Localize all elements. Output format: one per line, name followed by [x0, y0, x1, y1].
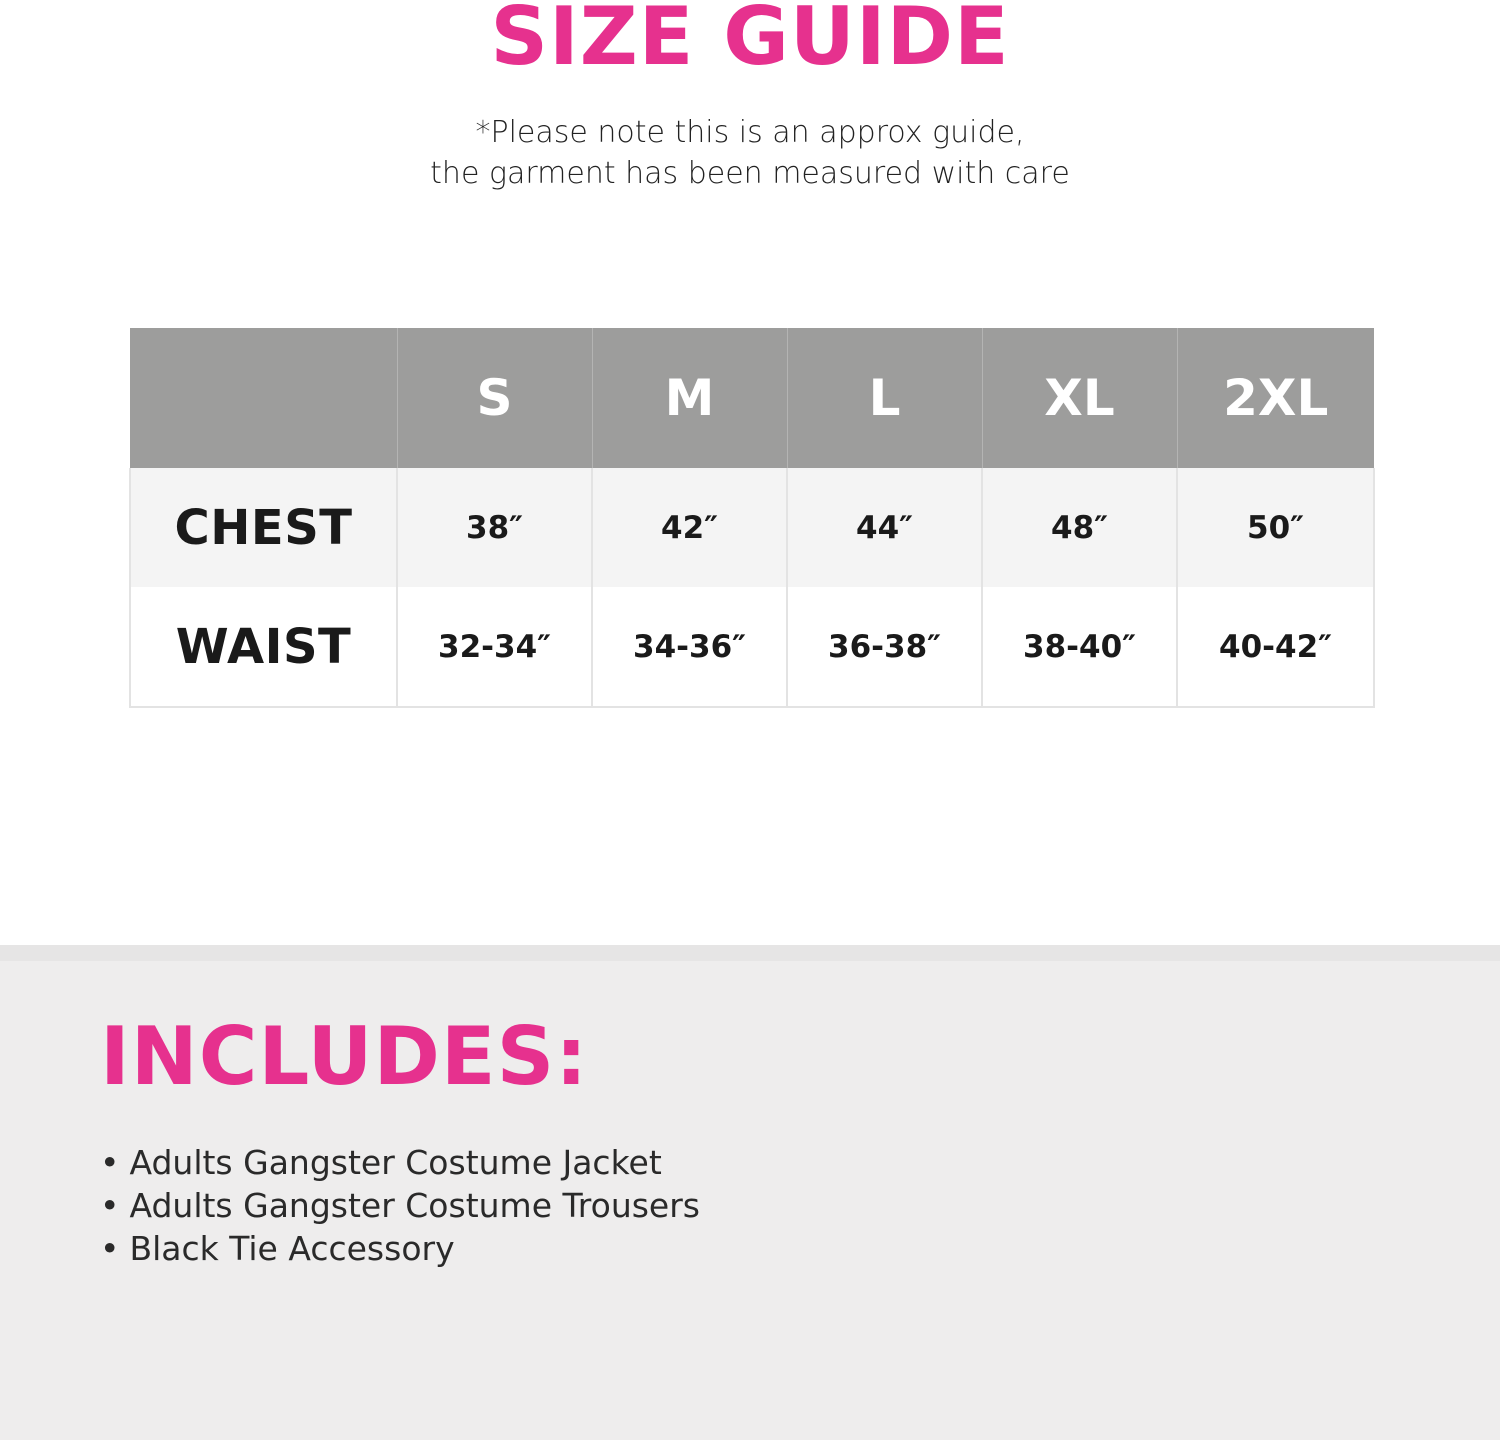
size-table-body — [130, 468, 1374, 707]
waist-value-m: 34-36″ — [592, 587, 787, 707]
list-item: • Adults Gangster Costume Jacket — [100, 1141, 700, 1184]
header-size-2xl: 2XL — [1177, 328, 1374, 468]
chest-value-m: 42″ — [592, 468, 787, 587]
note-line: *Please note this is an approx guide, — [475, 115, 1025, 150]
header-size-s: S — [397, 328, 592, 468]
header-size-l: L — [787, 328, 982, 468]
size-table-header — [130, 328, 1374, 468]
includes-section — [0, 945, 1500, 1440]
header-corner-cell — [130, 328, 397, 468]
table-row-waist — [130, 587, 1374, 707]
header-size-xl: XL — [982, 328, 1177, 468]
chest-value-2xl: 50″ — [1177, 468, 1374, 587]
note-line: the garment has been measured with care — [430, 156, 1070, 191]
list-item: • Black Tie Accessory — [100, 1227, 700, 1270]
table-row-chest — [130, 468, 1374, 587]
header-row — [130, 328, 1374, 468]
size-table — [129, 328, 1375, 708]
list-item: • Adults Gangster Costume Trousers — [100, 1184, 700, 1227]
row-label-chest: CHEST — [130, 468, 397, 587]
chest-value-l: 44″ — [787, 468, 982, 587]
size-guide-title: SIZE GUIDE — [490, 0, 1010, 83]
waist-value-s: 32-34″ — [397, 587, 592, 707]
row-label-waist: WAIST — [130, 587, 397, 707]
waist-value-2xl: 40-42″ — [1177, 587, 1374, 707]
size-guide-note — [0, 112, 1500, 194]
section-divider-band — [0, 945, 1500, 961]
chest-value-xl: 48″ — [982, 468, 1177, 587]
header-size-m: M — [592, 328, 787, 468]
waist-value-xl: 38-40″ — [982, 587, 1177, 707]
chest-value-s: 38″ — [397, 468, 592, 587]
includes-title: INCLUDES: — [100, 1010, 589, 1103]
waist-value-l: 36-38″ — [787, 587, 982, 707]
includes-list — [100, 1141, 700, 1270]
